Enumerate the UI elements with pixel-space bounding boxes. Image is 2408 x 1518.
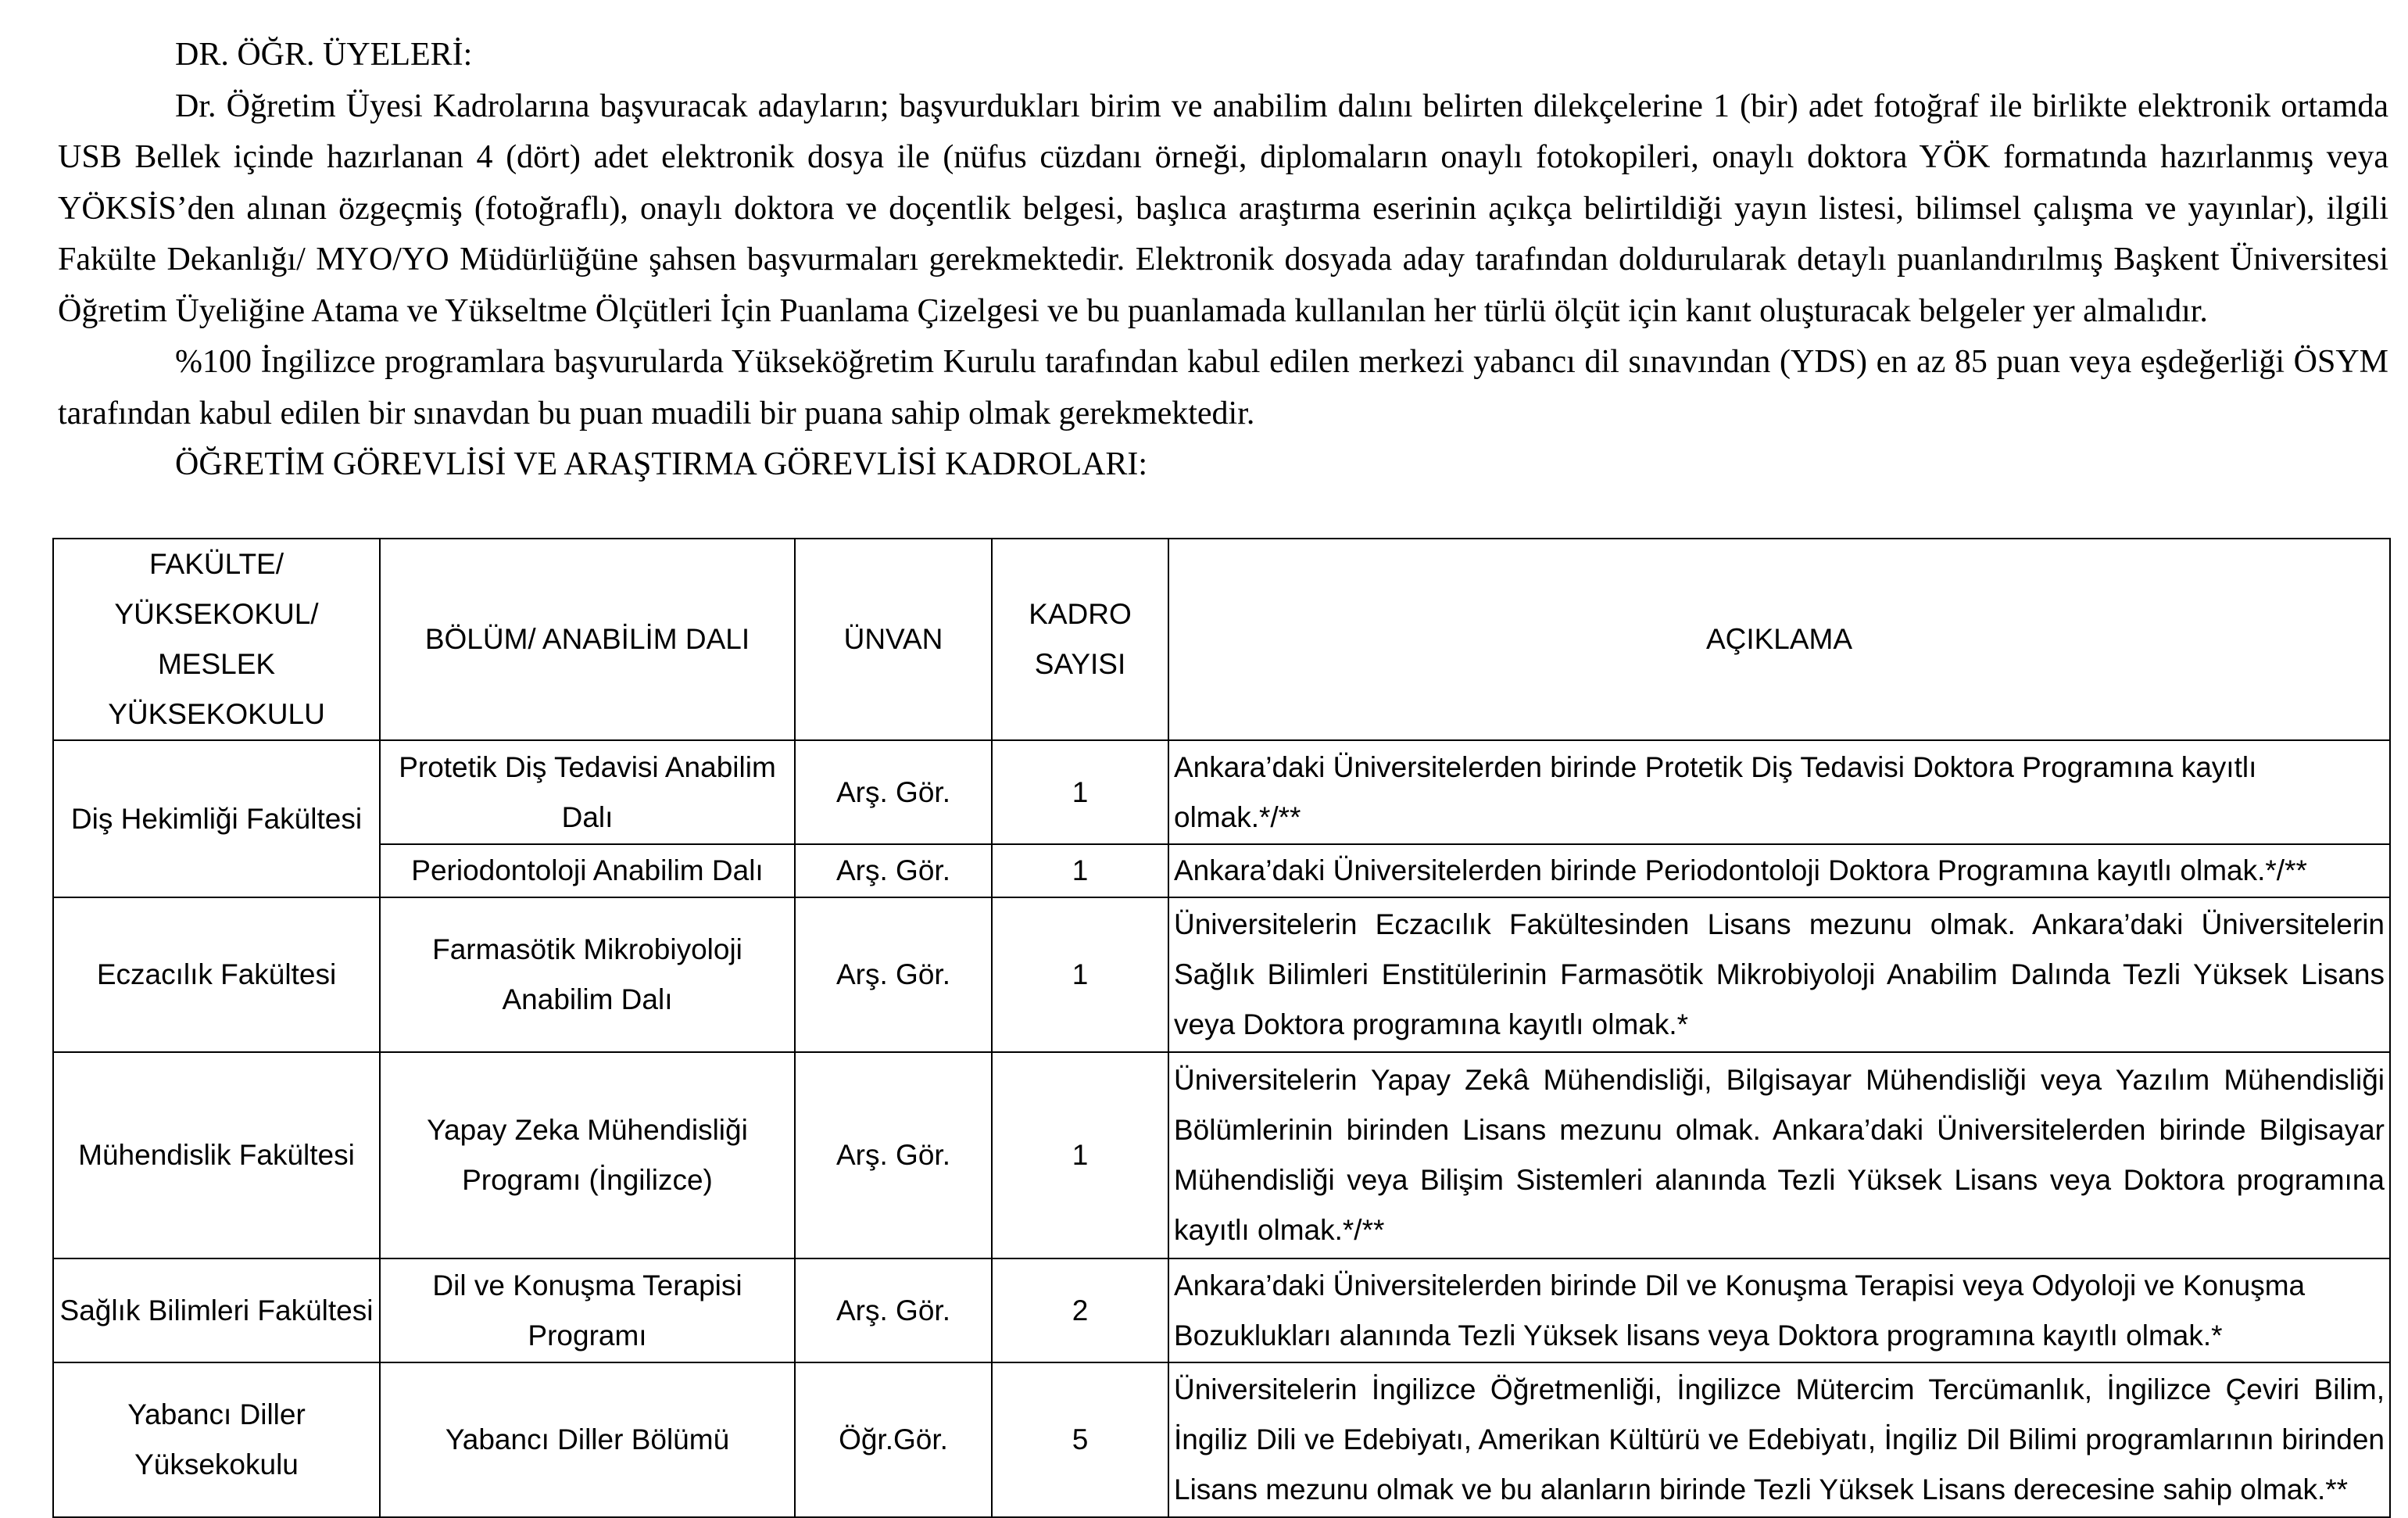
header-department: BÖLÜM/ ANABİLİM DALI	[380, 539, 795, 740]
title-cell: Arş. Gör.	[795, 740, 992, 844]
description-cell: Ankara’daki Üniversitelerden birinde Dil ve Konuşma Terapisi veya Odyoloji ve Konuşma Bozuklukları alanında Tezli Yüksek lisans veya Doktora programına kayıtlı olmak.*	[1168, 1258, 2390, 1362]
description-cell: Üniversitelerin Yapay Zekâ Mühendisliği, Bilgisayar Mühendisliği veya Yazılım Mühendisliği Bölümlerinin birinden Lisans mezunu olmak. Ankara’daki Üniversitelerden birinde Bilgisayar Mühendisliği veya Bilişim Sistemleri alanında Tezli Yüksek Lisans veya Doktora programına kayıtlı olmak.*/**	[1168, 1052, 2390, 1258]
title-cell: Arş. Gör.	[795, 1052, 992, 1258]
faculty-cell: Mühendislik Fakültesi	[53, 1052, 380, 1258]
table-row	[53, 1052, 2390, 1258]
faculty-cell: Yabancı Diller Yüksekokulu	[53, 1362, 380, 1517]
paragraph-2: %100 İngilizce programlara başvurularda Yükseköğretim Kurulu tarafından kabul edilen merkezi yabancı dil sınavından (YDS) en az 85 puan veya eşdeğerliği ÖSYM tarafından kabul edilen bir sınavdan bu puan muadili bir puana sahip olmak gerekmektedir.	[58, 344, 2388, 431]
header-faculty: FAKÜLTE/ YÜKSEKOKUL/ MESLEK YÜKSEKOKULU	[53, 539, 380, 740]
faculty-cell: Eczacılık Fakültesi	[53, 897, 380, 1052]
count-cell: 1	[992, 740, 1168, 844]
count-cell: 5	[992, 1362, 1168, 1517]
count-cell: 1	[992, 897, 1168, 1052]
table-row	[53, 1362, 2390, 1517]
faculty-cell: Sağlık Bilimleri Fakültesi	[53, 1258, 380, 1362]
intro-text-block	[58, 30, 2388, 491]
description-cell: Ankara’daki Üniversitelerden birinde Protetik Diş Tedavisi Doktora Programına kayıtlı olmak.*/**	[1168, 740, 2390, 844]
header-count: KADRO SAYISI	[992, 539, 1168, 740]
header-description: AÇIKLAMA	[1168, 539, 2390, 740]
table-row	[53, 740, 2390, 844]
department-cell: Yabancı Diller Bölümü	[380, 1362, 795, 1517]
description-cell: Üniversitelerin İngilizce Öğretmenliği, İngilizce Mütercim Tercümanlık, İngilizce Çeviri Bilim, İngiliz Dili ve Edebiyatı, Amerikan Kültürü ve Edebiyatı, İngiliz Dil Bilimi programlarının birinden Lisans mezunu olmak ve bu alanların birinde Tezli Yüksek Lisans derecesine sahip olmak.**	[1168, 1362, 2390, 1517]
title-cell: Öğr.Gör.	[795, 1362, 992, 1517]
header-title: ÜNVAN	[795, 539, 992, 740]
department-cell: Periodontoloji Anabilim Dalı	[380, 844, 795, 897]
table-row	[53, 1258, 2390, 1362]
faculty-cell: Diş Hekimliği Fakültesi	[53, 740, 380, 897]
count-cell: 1	[992, 1052, 1168, 1258]
table-row	[53, 897, 2390, 1052]
count-cell: 2	[992, 1258, 1168, 1362]
table-heading: ÖĞRETİM GÖREVLİSİ VE ARAŞTIRMA GÖREVLİSİ KADROLARI:	[175, 446, 1148, 482]
title-cell: Arş. Gör.	[795, 897, 992, 1052]
description-cell: Ankara’daki Üniversitelerden birinde Periodontoloji Doktora Programına kayıtlı olmak.*/**	[1168, 844, 2390, 897]
department-cell: Farmasötik Mikrobiyoloji Anabilim Dalı	[380, 897, 795, 1052]
count-cell: 1	[992, 844, 1168, 897]
department-cell: Yapay Zeka Mühendisliği Programı (İngilizce)	[380, 1052, 795, 1258]
description-cell: Üniversitelerin Eczacılık Fakültesinden Lisans mezunu olmak. Ankara’daki Üniversitelerin Sağlık Bilimleri Enstitülerinin Farmasötik Mikrobiyoloji Anabilim Dalında Tezli Yüksek Lisans veya Doktora programına kayıtlı olmak.*	[1168, 897, 2390, 1052]
paragraph-1: Dr. Öğretim Üyesi Kadrolarına başvuracak adayların; başvurdukları birim ve anabilim dalını belirten dilekçelerine 1 (bir) adet fotoğraf ile birlikte elektronik ortamda USB Bellek içinde hazırlanan 4 (dört) adet elektronik dosya ile (nüfus cüzdanı örneği, diplomaların onaylı fotokopileri, onaylı doktora YÖK formatında hazırlanmış veya YÖKSİS’den alınan özgeçmiş (fotoğraflı), onaylı doktora ve doçentlik belgesi, başlıca araştırma eserinin açıkça belirtildiği yayın listesi, bilimsel çalışma ve yayınlar), ilgili Fakülte Dekanlığı/ MYO/YO Müdürlüğüne şahsen başvurmaları gerekmektedir. Elektronik dosyada aday tarafından doldurularak detaylı puanlandırılmış Başkent Üniversitesi Öğretim Üyeliğine Atama ve Yükseltme Ölçütleri İçin Puanlama Çizelgesi ve bu puanlamada kullanılan her türlü ölçüt için kanıt oluşturacak belgeler yer almalıdır.	[58, 88, 2388, 329]
section-title: DR. ÖĞR. ÜYELERİ:	[175, 37, 473, 73]
positions-table	[52, 538, 2391, 1518]
title-cell: Arş. Gör.	[795, 844, 992, 897]
table-header-row	[53, 539, 2390, 740]
department-cell: Dil ve Konuşma Terapisi Programı	[380, 1258, 795, 1362]
title-cell: Arş. Gör.	[795, 1258, 992, 1362]
table-row	[53, 844, 2390, 897]
department-cell: Protetik Diş Tedavisi Anabilim Dalı	[380, 740, 795, 844]
